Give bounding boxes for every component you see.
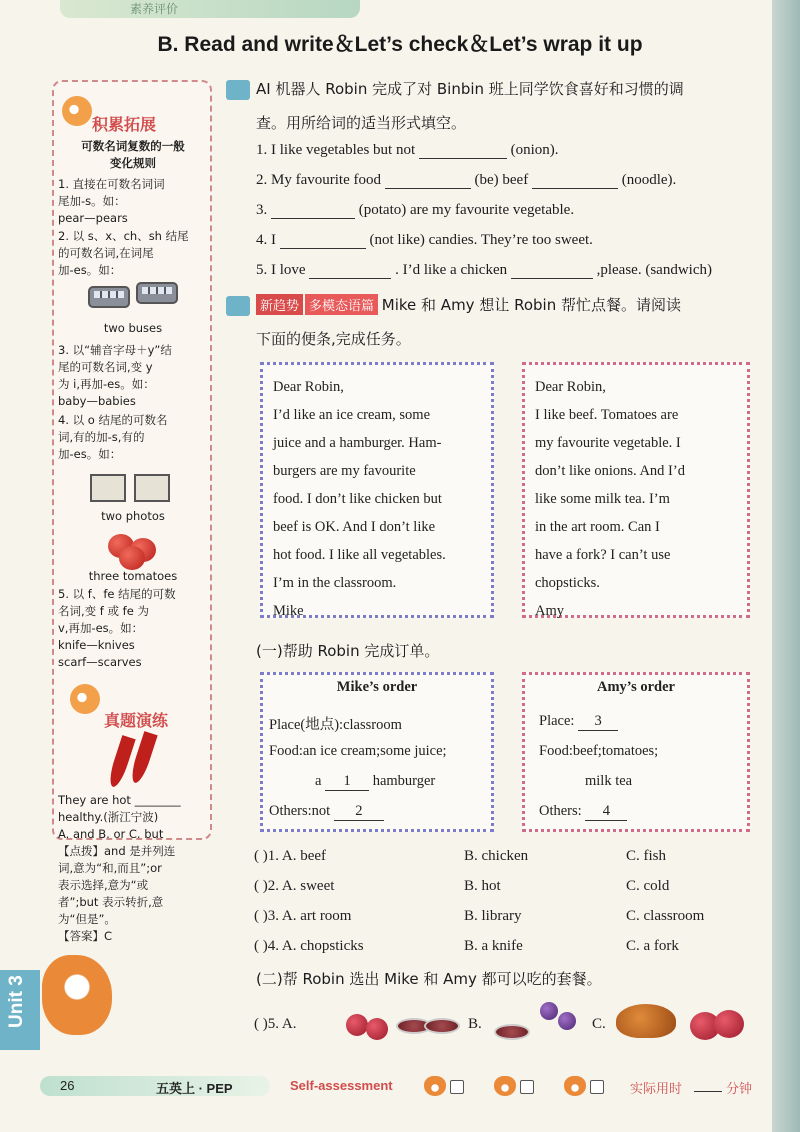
section-1-intro: AI 机器人 Robin 完成了对 Binbin 班上同学饮食喜好和习惯的调 <box>256 80 684 98</box>
exam-line: A. and B. or C. but <box>58 827 164 841</box>
note-line: Dear Robin, <box>535 379 606 395</box>
rule-line: 尾的可数名词,变 y <box>58 360 153 374</box>
sidebar-tips <box>52 72 212 962</box>
fox-face-icon <box>494 1076 516 1096</box>
q4-num: 4. I <box>256 232 276 248</box>
q5-text-2: . I’d like a chicken <box>395 262 508 278</box>
note-line: have a fork? I can’t use <box>535 547 671 563</box>
caption-tomatoes: three tomatoes <box>88 569 178 583</box>
question-3 <box>256 202 574 219</box>
q5-hint: ,please. (sandwich) <box>596 262 712 278</box>
rule-line: pear—pears <box>58 211 128 225</box>
bus-icon <box>88 286 130 308</box>
caption-photos: two photos <box>101 509 165 523</box>
order-amy <box>522 672 750 832</box>
rule-line: 5. 以 f、fe 结尾的可数 <box>58 587 176 601</box>
section-2-badge <box>226 296 250 316</box>
task-2-instruction: (二)帮 Robin 选出 Mike 和 Amy 都可以吃的套餐。 <box>256 970 602 988</box>
footer-strip <box>40 1076 270 1096</box>
rule-line: 词,有的加-s,有的 <box>58 430 145 444</box>
order-others <box>269 803 384 821</box>
bus-icon <box>136 282 178 304</box>
order-place-label: Place: <box>539 713 575 729</box>
q5-blank-2[interactable] <box>511 278 593 279</box>
note-line: I like beef. Tomatoes are <box>535 407 679 423</box>
note-line: I’d like an ice cream, some <box>273 407 431 423</box>
q5-blank-1[interactable] <box>309 278 391 279</box>
note-line: I’m in the classroom. <box>273 575 397 591</box>
rule-line: knife—knives <box>58 638 135 652</box>
q3-blank[interactable] <box>271 218 355 219</box>
tips-heading: 积累拓展 <box>92 115 157 134</box>
note-line: beef is OK. And I don’t like <box>273 519 436 535</box>
fox-icon <box>62 96 92 126</box>
note-line: Mike <box>273 603 304 619</box>
q2-blank-2[interactable] <box>532 188 618 189</box>
blank-1[interactable]: 1 <box>325 773 369 791</box>
trend-tag: 新趋势 <box>256 294 303 315</box>
rule-1 <box>58 176 165 227</box>
rule-line: 3. 以“辅音字母＋y”结 <box>58 343 172 357</box>
fox-face-icon <box>424 1076 446 1096</box>
unit-tab <box>0 970 40 1050</box>
rule-line: 1. 直接在可数名词词 <box>58 177 165 191</box>
section-1-intro-2: 查。用所给词的适当形式填空。 <box>256 114 467 132</box>
apple-icon <box>714 1010 744 1038</box>
note-line: don’t like onions. And I’d <box>535 463 685 479</box>
tomato-icon <box>119 546 145 570</box>
rule-3 <box>58 342 172 410</box>
blank-3[interactable]: 3 <box>578 713 618 731</box>
note-line: chopsticks. <box>535 575 600 591</box>
q2-hint-2: (noodle). <box>621 172 677 188</box>
self-check-box-1[interactable] <box>450 1080 464 1094</box>
note-line: hot food. I like all vegetables. <box>273 547 446 563</box>
question-4 <box>256 232 593 249</box>
rule-title-line: 变化规则 <box>110 156 156 170</box>
exam-line: healthy.(浙江宁波) <box>58 810 159 824</box>
note-line: Dear Robin, <box>273 379 344 395</box>
photo-icon <box>134 474 170 502</box>
rule-4 <box>58 412 167 463</box>
note-line: like some milk tea. I’m <box>535 491 670 507</box>
rule-title <box>58 138 208 172</box>
choice-3-b[interactable]: B. library <box>464 908 522 924</box>
book-label: 五英上 · PEP <box>156 1081 233 1096</box>
order-mike <box>260 672 494 832</box>
fox-icon <box>70 684 100 714</box>
question-2 <box>256 172 676 189</box>
choice-2-c[interactable]: C. cold <box>626 878 670 894</box>
order-food-2 <box>315 773 435 791</box>
choice-1-a[interactable]: ( )1. A. beef <box>254 848 327 864</box>
rule-line: 为 i,再加-es。如： <box>58 377 155 391</box>
note-line: food. I don’t like chicken but <box>273 491 442 507</box>
order-others-label: Others: <box>539 803 582 819</box>
apple-icon <box>346 1014 368 1036</box>
note-mike <box>260 362 494 618</box>
order-others <box>539 803 627 821</box>
section-2-intro <box>256 294 681 315</box>
page-number: 26 <box>60 1078 75 1093</box>
rule-line: 加-es。如： <box>58 263 122 277</box>
order-place <box>539 713 618 731</box>
q4-text: (not like) candies. They’re too sweet. <box>369 232 593 248</box>
fox-face-icon <box>564 1076 586 1096</box>
section-2-intro-2: 下面的便条,完成任务。 <box>256 330 411 348</box>
exam-line: 词,意为“和,而且”;or <box>58 861 162 875</box>
question-5 <box>256 262 712 279</box>
q1-text: 1. I like vegetables but not <box>256 142 416 158</box>
choice-3-a[interactable]: ( )3. A. art room <box>254 908 352 924</box>
q2-hint: (be) beef <box>474 172 529 188</box>
self-assessment-label: Self-assessment <box>290 1078 393 1093</box>
exam-heading: 真题演练 <box>104 711 169 730</box>
q4-blank[interactable] <box>280 248 366 249</box>
exam-line: 表示选择,意为“或 <box>58 878 149 892</box>
note-line: Amy <box>535 603 564 619</box>
choice-2-b[interactable]: B. hot <box>464 878 501 894</box>
section-2-intro-text: Mike 和 Amy 想让 Robin 帮忙点餐。请阅读 <box>381 296 681 314</box>
order-others-label: Others:not <box>269 803 331 819</box>
blank-4[interactable]: 4 <box>585 803 627 821</box>
order-title: Mike’s order <box>336 679 418 695</box>
q1-blank[interactable] <box>419 158 507 159</box>
choice-5-c[interactable]: C. <box>592 1016 606 1032</box>
q3-num: 3. <box>256 202 268 218</box>
order-food-2: milk tea <box>585 773 633 789</box>
choice-4-a[interactable]: ( )4. A. chopsticks <box>254 938 364 954</box>
rule-line: scarf—scarves <box>58 655 142 669</box>
apple-icon <box>366 1018 388 1040</box>
choice-4-c[interactable]: C. a fork <box>626 938 679 954</box>
q2-text: 2. My favourite food <box>256 172 381 188</box>
multimodal-tag: 多模态语篇 <box>305 294 378 315</box>
question-1 <box>256 142 559 159</box>
choice-5-a[interactable]: ( )5. A. <box>254 1016 297 1032</box>
grape-icon <box>558 1012 576 1030</box>
rule-line: 的可数名词,在词尾 <box>58 246 154 260</box>
page-footer <box>0 1072 800 1102</box>
order-title: Amy’s order <box>597 679 675 695</box>
steak-icon <box>424 1018 460 1034</box>
rule-line: 尾加-s。如： <box>58 194 126 208</box>
task-1-instruction: (一)帮助 Robin 完成订单。 <box>256 642 440 660</box>
choice-1-b[interactable]: B. chicken <box>464 848 529 864</box>
exam-line: 【点拨】and 是并列连 <box>58 844 176 858</box>
exam-line: 为“但是”。 <box>58 912 116 926</box>
order-food: Food:beef;tomatoes; <box>539 743 659 759</box>
page-edge <box>772 0 800 1132</box>
choice-5-b[interactable]: B. <box>468 1016 482 1032</box>
fox-mascot-icon <box>42 955 112 1035</box>
page-title: B. Read and write＆Let’s check＆Let’s wrap it up <box>157 33 643 56</box>
rule-line: 4. 以 o 结尾的可数名 <box>58 413 168 427</box>
note-line: burgers are my favourite <box>273 463 416 479</box>
rule-line: baby—babies <box>58 394 136 408</box>
choice-3-c[interactable]: C. classroom <box>626 908 705 924</box>
time-blank[interactable] <box>694 1076 722 1092</box>
exam-line: They are hot ________ <box>58 793 181 807</box>
top-banner <box>60 0 360 18</box>
rule-line: 名词,变 f 或 fe 为 <box>58 604 149 618</box>
choice-4-b[interactable]: B. a knife <box>464 938 523 954</box>
note-line: juice and a hamburger. Ham- <box>273 435 442 451</box>
rule-5 <box>58 586 176 671</box>
order-place: Place(地点):classroom <box>269 717 402 733</box>
steak-icon <box>494 1024 530 1040</box>
self-check-box-2[interactable] <box>520 1080 534 1094</box>
exam-question <box>58 792 181 945</box>
rule-2 <box>58 228 189 279</box>
blank-2[interactable]: 2 <box>334 803 384 821</box>
unit-label: Unit 3 <box>6 975 27 1028</box>
banner-label: 素养评价 <box>130 2 179 16</box>
photo-icon <box>90 474 126 502</box>
section-1-badge <box>226 80 250 100</box>
order-food-item: hamburger <box>372 773 436 789</box>
order-food-article: a <box>315 773 322 789</box>
rule-title-line: 可数名词复数的一般 <box>81 139 185 153</box>
q3-text: (potato) are my favourite vegetable. <box>358 202 575 218</box>
exam-line: 者”;but 表示转折,意 <box>58 895 164 909</box>
exam-line: 【答案】C <box>58 929 113 943</box>
rule-line: v,再加-es。如： <box>58 621 144 635</box>
q2-blank-1[interactable] <box>385 188 471 189</box>
caption-buses: two buses <box>103 321 163 335</box>
note-line: in the art room. Can I <box>535 519 660 535</box>
choice-1-c[interactable]: C. fish <box>626 848 667 864</box>
note-amy <box>522 362 750 618</box>
grape-icon <box>540 1002 558 1020</box>
time-unit: 分钟 <box>726 1082 753 1097</box>
note-line: my favourite vegetable. I <box>535 435 681 451</box>
order-food: Food:an ice cream;some juice; <box>269 743 447 759</box>
q5-text: 5. I love <box>256 262 306 278</box>
rule-line: 2. 以 s、x、ch、sh 结尾 <box>58 229 189 243</box>
q1-hint: (onion). <box>510 142 559 158</box>
self-check-box-3[interactable] <box>590 1080 604 1094</box>
roast-chicken-icon <box>616 1004 676 1038</box>
rule-line: 加-es。如： <box>58 447 122 461</box>
choice-2-a[interactable]: ( )2. A. sweet <box>254 878 335 894</box>
time-label: 实际用时 <box>630 1082 683 1097</box>
